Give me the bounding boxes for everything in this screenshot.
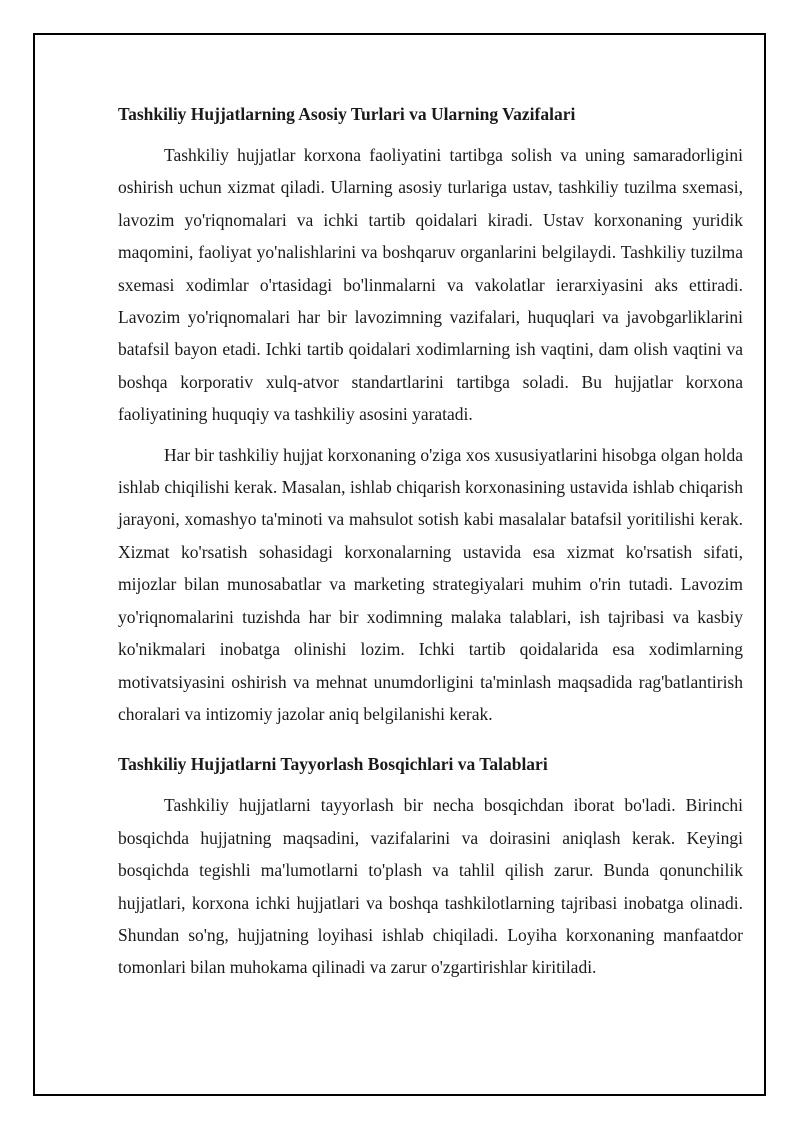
paragraph-3: Tashkiliy hujjatlarni tayyorlash bir necha bosqichdan iborat bo'ladi. Birinchi bosqichda hujjatning maqsadini, vazifalarini va doirasini aniqlash kerak. Keyingi bosqichda tegishli ma'lumotlarni to'plash va tahlil qilish zarur. Bunda qonunchilik hujjatlari, korxona ichki hujjatlari va boshqa tashkilotlarning tajribasi inobatga olinadi. Shundan so'ng, hujjatning loyihasi ishlab chiqiladi. Loyiha korxonaning manfaatdor tomonlari bilan muhokama qilinadi va zarur o'zgartirishlar kiritiladi. xyxy=(118,795,743,978)
page-frame xyxy=(33,33,766,1096)
paragraph-2: Har bir tashkiliy hujjat korxonaning o'ziga xos xususiyatlarini hisobga olgan holda ishlab chiqilishi kerak. Masalan, ishlab chiqarish korxonasining ustavida ishlab chiqarish jarayoni, xomashyo ta'minoti va mahsulot sotish kabi masalalar batafsil yoritilishi kerak. Xizmat ko'rsatish sohasidagi korxonalarning ustavida esa xizmat ko'rsatish sifati, mijozlar bilan munosabatlar va marketing strategiyalari muhim o'rin tutadi. Lavozim yo'riqnomalarini tuzishda har bir xodimning malaka talablari, ish tajribasi va kasbiy ko'nikmalari inobatga olinishi lozim. Ichki tartib qoidalarida esa xodimlarning motivatsiyasini oshirish va mehnat unumdorligini ta'minlash maqsadida rag'batlantirish choralari va intizomiy jazolar aniq belgilanishi kerak. xyxy=(118,444,743,724)
document-body xyxy=(118,98,743,984)
section-heading-2: Tashkiliy Hujjatlarni Tayyorlash Bosqichlari va Talablari xyxy=(118,754,548,775)
section-heading-1: Tashkiliy Hujjatlarning Asosiy Turlari va Ularning Vazifalari xyxy=(118,104,576,124)
paragraph-1: Tashkiliy hujjatlar korxona faoliyatini tartibga solish va uning samaradorligini oshirish uchun xizmat qiladi. Ularning asosiy turlariga ustav, tashkiliy tuzilma sxemasi, lavozim yo'riqnomalari va ichki tartib qoidalari kiradi. Ustav korxonaning yuridik maqomini, faoliyat yo'nalishlarini va boshqaruv organlarini belgilaydi. Tashkiliy tuzilma sxemasi xodimlar o'rtasidagi bo'linmalarni va vakolatlar ierarxiyasini aks ettiradi. Lavozim yo'riqnomalari har bir lavozimning vazifalari, huquqlari va javobgarliklarini batafsil bayon etadi. Ichki tartib qoidalari xodimlarning ish vaqtini, dam olish vaqtini va boshqa korporativ xulq-atvor standartlarini tartibga soladi. Bu hujjatlar korxona faoliyatining huquqiy va tashkiliy asosini yaratadi. xyxy=(118,145,743,425)
